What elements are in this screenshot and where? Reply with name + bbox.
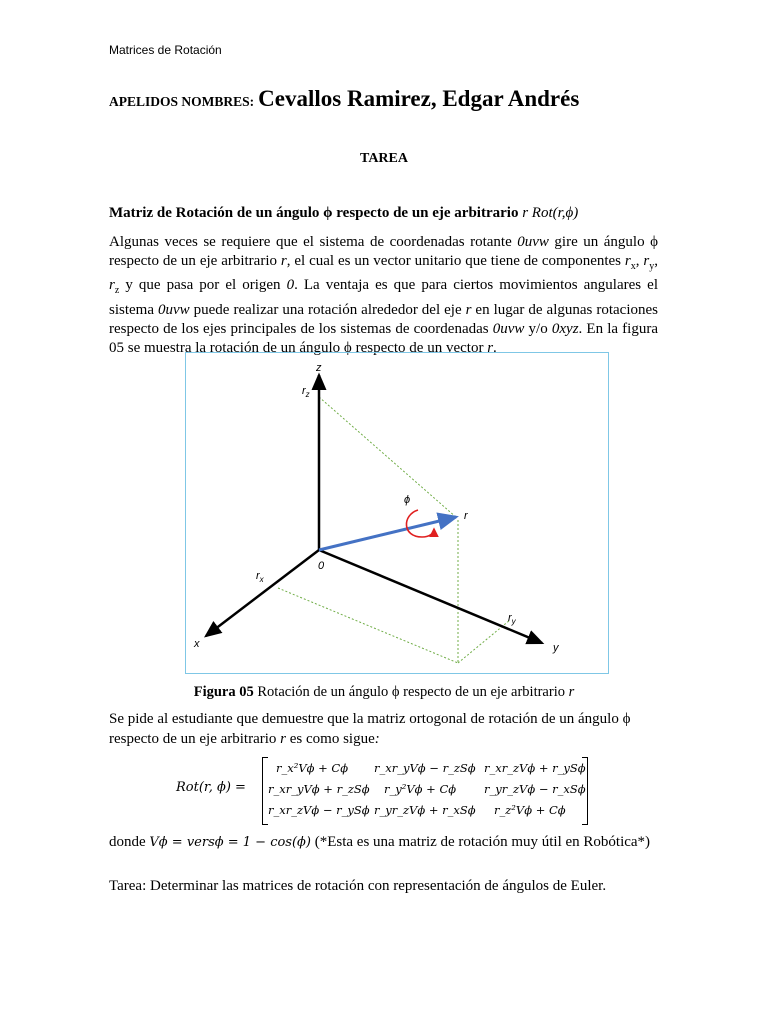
phi-label: ϕ bbox=[404, 494, 411, 506]
final-task-line: Tarea: Determinar las matrices de rotación con representación de ángulos de Euler. bbox=[109, 878, 607, 894]
z-label: z bbox=[316, 362, 322, 374]
rotation-matrix bbox=[262, 757, 588, 825]
section-title-text: Matriz de Rotación de un ángulo ϕ respecto de un eje arbitrario bbox=[109, 205, 519, 221]
matrix-cell: r_yr_zVϕ + r_xSϕ bbox=[374, 803, 476, 817]
rotation-diagram bbox=[186, 353, 608, 673]
section-title-italic: r Rot(r,ϕ) bbox=[522, 205, 579, 221]
equation-lhs: Rot(r, ϕ) = bbox=[176, 780, 246, 795]
matrix-cell: r_x²Vϕ + Cϕ bbox=[276, 761, 349, 775]
page-header: Matrices de Rotación bbox=[109, 43, 222, 57]
x-axis bbox=[206, 550, 319, 636]
matrix-cell: r_yr_zVϕ − r_xSϕ bbox=[484, 782, 586, 796]
figure-caption: Figura 05 Rotación de un ángulo ϕ respecto de un eje arbitrario r bbox=[193, 684, 575, 700]
y-axis bbox=[319, 550, 542, 643]
ry-label: $r_y$ bbox=[508, 612, 516, 626]
matrix-cell: r_y²Vϕ + Cϕ bbox=[384, 782, 457, 796]
matrix-cell: r_xr_zVϕ − r_ySϕ bbox=[268, 803, 370, 817]
intro-paragraph: Algunas veces se requiere que el sistema de coordenadas rotante 0uvw gire un ángulo ϕ respecto de un eje arbitrario r, el cual es un vector unitario que tiene de componentes $r_x$, $r_y$, $r_z$ y que pasa por el origen 0. La ventaja es que para ciertos movimientos angulares el sistema 0uvw puede realizar una rotación alrededor del eje r en lugar de algunas rotaciones respecto de los ejes principales de los sistemas de coordenadas 0uvw y/o 0xyz. En la figura 05 se muestra la rotación de un ángulo ϕ respecto de un vector r. bbox=[109, 234, 658, 357]
matrix-cell: r_xr_yVϕ − r_zSϕ bbox=[374, 761, 476, 775]
student-name: Cevallos Ramirez, Edgar Andrés bbox=[258, 86, 580, 111]
r-label: r bbox=[464, 510, 468, 522]
tarea-heading: TAREA bbox=[360, 151, 408, 166]
x-label: x bbox=[194, 638, 200, 650]
donde-paragraph: donde Vϕ = versϕ = 1 − cos(ϕ) (*Esta es una matriz de rotación muy útil en Robótica*) bbox=[109, 834, 651, 850]
names-label: APELIDOS NOMBRES: bbox=[109, 94, 255, 109]
matrix-cell: r_z²Vϕ + Cϕ bbox=[494, 803, 566, 817]
matrix-cell: r_xr_zVϕ + r_ySϕ bbox=[484, 761, 586, 775]
figure-05 bbox=[185, 352, 609, 674]
student-names bbox=[109, 86, 579, 112]
section-title bbox=[109, 205, 578, 222]
origin-label: 0 bbox=[318, 560, 325, 572]
rz-label: $r_z$ bbox=[302, 385, 310, 399]
matrix-cell: r_xr_yVϕ + r_zSϕ bbox=[268, 782, 370, 796]
r-vector bbox=[319, 517, 456, 550]
task-paragraph: Se pide al estudiante que demuestre que la matriz ortogonal de rotación de un ángulo ϕ respecto de un eje arbitrario r es como sigue: bbox=[109, 711, 631, 747]
y-label: y bbox=[553, 642, 559, 654]
versine-formula: Vϕ = versϕ = 1 − cos(ϕ) bbox=[149, 835, 311, 850]
projection-guides bbox=[278, 397, 510, 663]
rx-label: $r_x$ bbox=[256, 570, 264, 584]
